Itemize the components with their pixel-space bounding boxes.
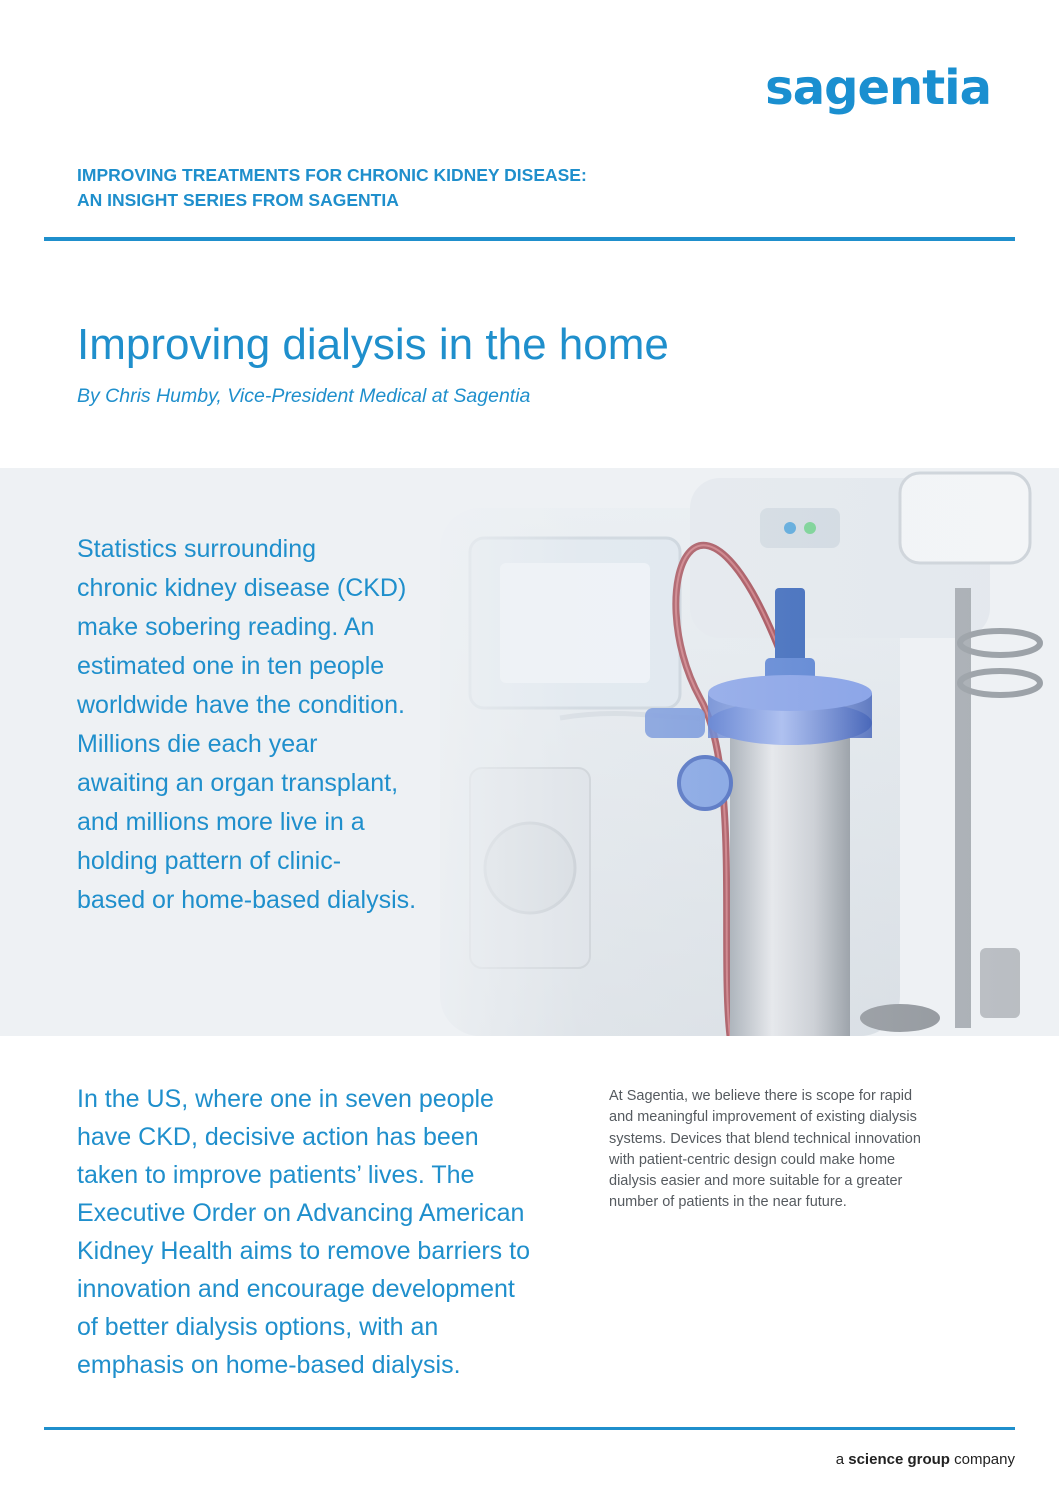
intro-line: taken to improve patients’ lives. The xyxy=(77,1161,475,1189)
hero-line: chronic kidney disease (CKD) xyxy=(77,574,407,602)
intro-paragraph xyxy=(77,1080,577,1384)
side-note-line: and meaningful improvement of existing dialysis xyxy=(609,1109,917,1126)
side-note-line: At Sagentia, we believe there is scope for rapid xyxy=(609,1088,913,1104)
hero-line: Statistics surrounding xyxy=(77,535,317,563)
hero-line: and millions more live in a xyxy=(77,808,365,836)
footer-prefix: a xyxy=(835,1451,845,1468)
footer-suffix: company xyxy=(954,1451,1015,1468)
series-heading-line: AN INSIGHT SERIES FROM SAGENTIA xyxy=(77,190,399,210)
hero-line: based or home-based dialysis. xyxy=(77,886,417,914)
intro-line: Kidney Health aims to remove barriers to xyxy=(77,1237,530,1265)
side-note-line: systems. Devices that blend technical innovation xyxy=(609,1130,921,1147)
series-heading-line: IMPROVING TREATMENTS FOR CHRONIC KIDNEY DISEASE: xyxy=(77,165,587,185)
side-note-line: dialysis easier and more suitable for a greater xyxy=(609,1173,903,1190)
intro-line: In the US, where one in seven people xyxy=(77,1085,494,1113)
intro-line: emphasis on home-based dialysis. xyxy=(77,1351,461,1379)
hero-section xyxy=(0,468,1059,1036)
hero-statement xyxy=(77,530,467,920)
intro-line: Executive Order on Advancing American xyxy=(77,1199,525,1227)
hero-line: awaiting an organ transplant, xyxy=(77,769,399,797)
page-title: Improving dialysis in the home xyxy=(77,320,669,369)
sagentia-logo: sagentia xyxy=(765,60,991,116)
series-heading xyxy=(77,163,777,213)
header-divider xyxy=(44,237,1015,241)
intro-line: have CKD, decisive action has been xyxy=(77,1123,479,1151)
intro-line: innovation and encourage development xyxy=(77,1275,515,1303)
hero-line: Millions die each year xyxy=(77,730,318,758)
intro-line: of better dialysis options, with an xyxy=(77,1313,439,1341)
hero-line: holding pattern of clinic- xyxy=(77,847,342,875)
footer-bold: science group xyxy=(848,1451,950,1468)
side-note-line: number of patients in the near future. xyxy=(609,1194,847,1211)
hero-line: make sobering reading. An xyxy=(77,613,375,641)
byline: By Chris Humby, Vice-President Medical at Sagentia xyxy=(77,385,531,407)
hero-line: estimated one in ten people xyxy=(77,652,385,680)
side-note-paragraph xyxy=(609,1086,989,1214)
hero-line: worldwide have the condition. xyxy=(77,691,405,719)
footer-divider xyxy=(44,1427,1015,1430)
side-note-line: with patient-centric design could make home xyxy=(609,1151,896,1168)
footer-tagline xyxy=(836,1451,1015,1468)
